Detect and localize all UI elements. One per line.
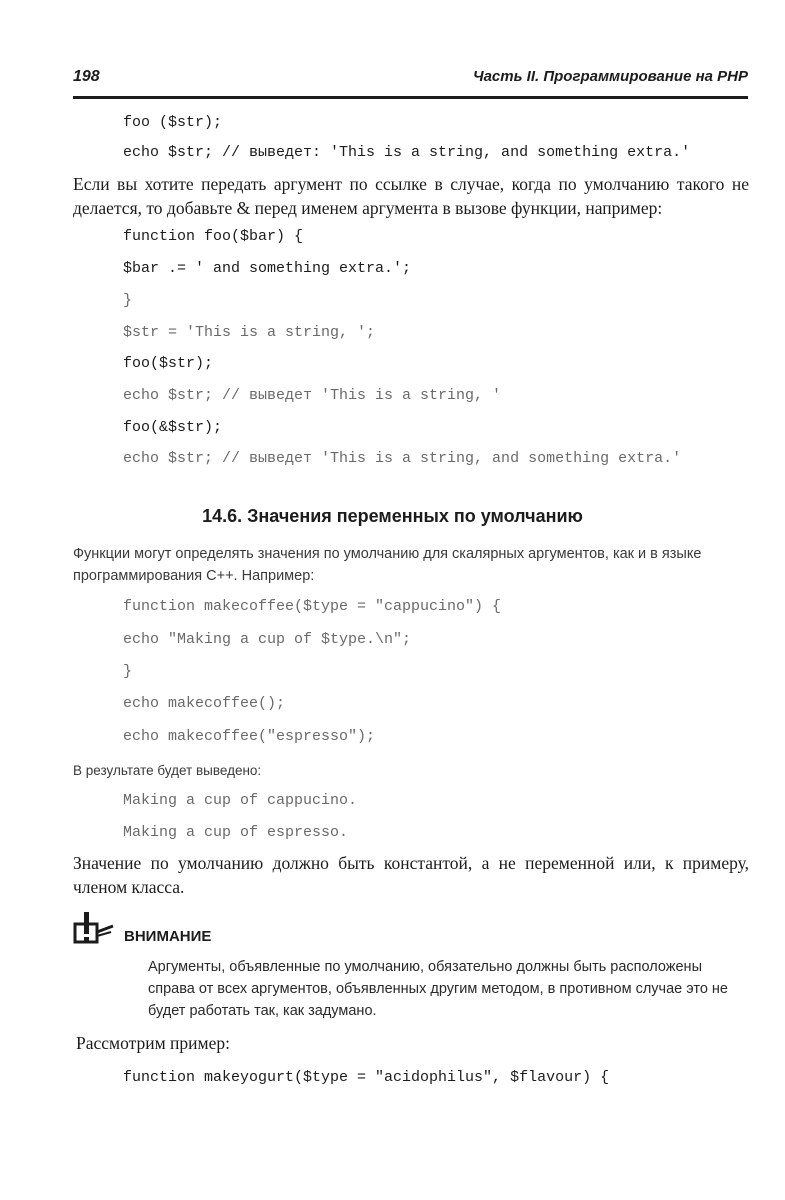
code-line: echo $str; // выведет 'This is a string, ' — [123, 387, 502, 404]
code-line: foo ($str); — [123, 114, 223, 131]
warning-text: Аргументы, объявленные по умолчанию, обязательно должны быть расположены справа от всех аргументов, объявленных другим методом, в противном случае это не будет работать так, как задумано. — [148, 959, 728, 1019]
section-title: 14.6. Значения переменных по умолчанию — [202, 506, 583, 526]
code-output-line: Making a cup of cappucino. — [123, 792, 358, 809]
code-line: echo makecoffee("espresso"); — [123, 728, 376, 745]
page-number: 198 — [73, 68, 100, 85]
code-line: echo makecoffee(); — [123, 695, 286, 712]
header-rule — [73, 96, 748, 99]
attention-icon — [73, 910, 115, 946]
warning-title: ВНИМАНИЕ — [124, 928, 212, 945]
code-output-line: Making a cup of espresso. — [123, 824, 349, 841]
code-line: $str = 'This is a string, '; — [123, 324, 376, 341]
code-line: function makecoffee($type = "cappucino") { — [123, 598, 502, 615]
code-line: echo $str; // выведет: 'This is a string, and something extra.' — [123, 144, 691, 161]
paragraph-constant: Значение по умолчанию должно быть константой, а не переменной или, к примеру, членом класса. — [73, 853, 749, 897]
code-line: foo(&$str); — [123, 419, 223, 436]
code-line: echo $str; // выведет 'This is a string, and something extra.' — [123, 450, 682, 467]
code-line: } — [123, 663, 133, 680]
paragraph-example: Рассмотрим пример: — [76, 1033, 230, 1053]
result-label: В результате будет выведено: — [73, 763, 262, 778]
running-title: Часть II. Программирование на PHP — [472, 68, 748, 85]
paragraph-by-reference: Если вы хотите передать аргумент по ссылке в случае, когда по умолчанию такого не делается, то добавьте & перед именем аргумента в вызове функции, например: — [73, 174, 749, 218]
code-line: } — [123, 292, 133, 309]
code-line: function foo($bar) { — [123, 228, 304, 245]
code-line: foo($str); — [123, 355, 214, 372]
code-line: $bar .= ' and something extra.'; — [123, 260, 412, 277]
page-header — [73, 68, 748, 92]
code-line: echo "Making a cup of $type.\n"; — [123, 631, 412, 648]
code-line: function makeyogurt($type = "acidophilus", $flavour) { — [123, 1069, 610, 1086]
paragraph-defaults: Функции могут определять значения по умолчанию для скалярных аргументов, как и в языке программирования C++. Например: — [73, 546, 702, 584]
